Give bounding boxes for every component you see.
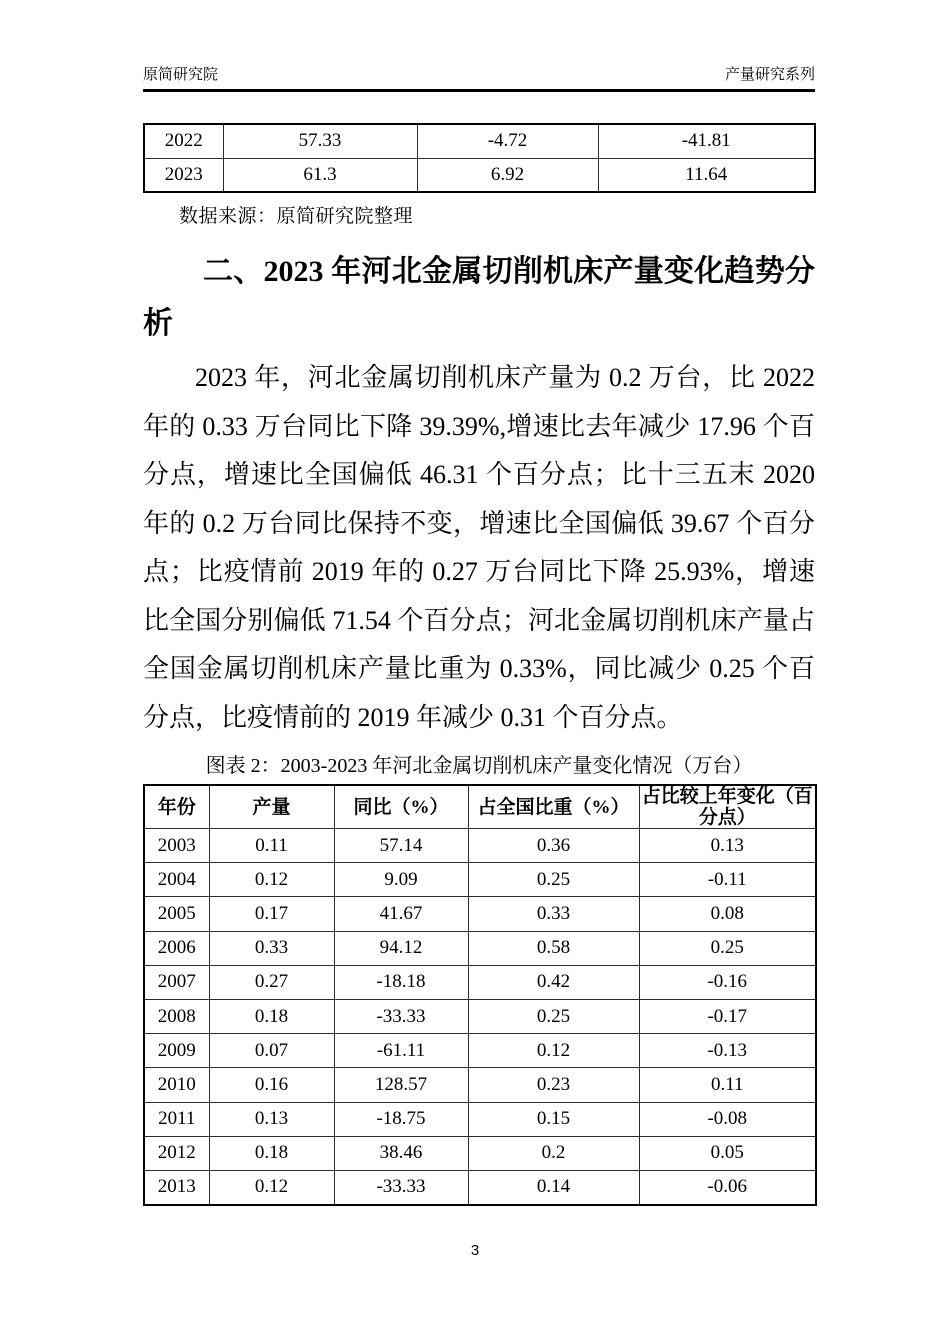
table-cell: 38.46	[334, 1136, 468, 1170]
table-cell: -4.72	[417, 124, 598, 158]
table-cell: 0.23	[468, 1068, 639, 1102]
table-cell: 0.11	[209, 829, 334, 863]
table-cell: 9.09	[334, 863, 468, 897]
table-cell: -0.11	[639, 863, 816, 897]
table-cell: 0.05	[639, 1136, 816, 1170]
production-table-container	[143, 784, 815, 1206]
table-cell: 0.18	[209, 1136, 334, 1170]
table-cell: 0.14	[468, 1170, 639, 1204]
table-cell: 57.33	[223, 124, 417, 158]
table-cell: 41.67	[334, 897, 468, 931]
table-cell: 0.25	[639, 931, 816, 965]
table-cell: 2010	[144, 1068, 209, 1102]
table-cell: -33.33	[334, 1170, 468, 1204]
section-heading: 二、2023 年河北金属切削机床产量变化趋势分析	[143, 255, 815, 340]
table-row	[144, 158, 815, 192]
table-cell: 2005	[144, 897, 209, 931]
header-cell: 同比（%）	[334, 785, 468, 829]
body-paragraph: 2023 年，河北金属切削机床产量为 0.2 万台，比 2022 年的 0.33 万台同比下降 39.39%,增速比去年减少 17.96 个百分点，增速比全国偏低 46.31 个百分点；比十三五末 2020 年的 0.2 万台同比保持不变，增速比全国偏低 39.67 个百分点；比疫情前 2019 年的 0.27 万台同比下降 25.93%，增速比全国分别偏低 71.54 个百分点；河北金属切削机床产量占全国金属切削机床产量比重为 0.33%，同比减少 0.25 个百分点，比疫情前的 2019 年减少 0.31 个百分点。	[143, 363, 815, 732]
table-cell: 0.33	[209, 931, 334, 965]
table-row	[144, 1170, 816, 1204]
table-row	[144, 1102, 816, 1136]
table-header-row	[144, 785, 816, 829]
table-cell: -0.17	[639, 999, 816, 1033]
table-row	[144, 829, 816, 863]
table-row	[144, 1068, 816, 1102]
figure-caption: 图表 2：2003-2023 年河北金属切削机床产量变化情况（万台）	[205, 755, 753, 777]
table-cell: 0.36	[468, 829, 639, 863]
table-cell: 0.25	[468, 999, 639, 1033]
table-cell: 6.92	[417, 158, 598, 192]
data-source-note: 数据来源：原简研究院整理	[179, 206, 414, 227]
table-cell: 0.25	[468, 863, 639, 897]
carryover-table	[143, 123, 816, 193]
table-cell: 0.12	[209, 863, 334, 897]
table-cell: 0.13	[639, 829, 816, 863]
table-cell: -0.13	[639, 1034, 816, 1068]
header-cell: 占比较上年变化（百分点）	[639, 785, 816, 829]
table-cell: 0.08	[639, 897, 816, 931]
table-cell: 2013	[144, 1170, 209, 1204]
table-cell: 0.42	[468, 965, 639, 999]
table-row	[144, 931, 816, 965]
table-cell: 57.14	[334, 829, 468, 863]
table-cell: -18.75	[334, 1102, 468, 1136]
table-cell: 2004	[144, 863, 209, 897]
table-row	[144, 965, 816, 999]
table-cell: 2009	[144, 1034, 209, 1068]
production-table	[143, 784, 817, 1206]
table-cell: -61.11	[334, 1034, 468, 1068]
table-cell: 0.07	[209, 1034, 334, 1068]
page-footer	[0, 1242, 950, 1259]
page-header	[143, 63, 815, 92]
table-cell: 0.18	[209, 999, 334, 1033]
table-cell: 2012	[144, 1136, 209, 1170]
carryover-table-container	[143, 123, 815, 193]
table-cell: 2023	[144, 158, 223, 192]
table-cell: 2003	[144, 829, 209, 863]
table-cell: 61.3	[223, 158, 417, 192]
table-cell: 0.11	[639, 1068, 816, 1102]
table-cell: 0.17	[209, 897, 334, 931]
table-cell: -18.18	[334, 965, 468, 999]
table-cell: 0.13	[209, 1102, 334, 1136]
table-row	[144, 124, 815, 158]
table-row	[144, 999, 816, 1033]
table-cell: 0.58	[468, 931, 639, 965]
table-cell: 2008	[144, 999, 209, 1033]
table-cell: 94.12	[334, 931, 468, 965]
table-cell: -0.08	[639, 1102, 816, 1136]
header-right-title: 产量研究系列	[724, 67, 815, 83]
table-cell: -33.33	[334, 999, 468, 1033]
header-cell: 年份	[144, 785, 209, 829]
table-cell: -0.16	[639, 965, 816, 999]
table-row	[144, 863, 816, 897]
table-cell: 2007	[144, 965, 209, 999]
table-cell: 0.12	[209, 1170, 334, 1204]
header-cell: 占全国比重（%）	[468, 785, 639, 829]
table-cell: -0.06	[639, 1170, 816, 1204]
table-cell: 0.12	[468, 1034, 639, 1068]
header-cell: 产量	[209, 785, 334, 829]
table-cell: 2022	[144, 124, 223, 158]
table-cell: 128.57	[334, 1068, 468, 1102]
table-row	[144, 1034, 816, 1068]
table-cell: 0.16	[209, 1068, 334, 1102]
table-cell: 0.15	[468, 1102, 639, 1136]
header-left-title: 原简研究院	[143, 67, 219, 83]
table-row	[144, 1136, 816, 1170]
table-cell: 2006	[144, 931, 209, 965]
table-cell: 0.33	[468, 897, 639, 931]
table-cell: -41.81	[598, 124, 815, 158]
table-cell: 0.2	[468, 1136, 639, 1170]
table-cell: 0.27	[209, 965, 334, 999]
page-number: 3	[470, 1242, 480, 1259]
table-cell: 2011	[144, 1102, 209, 1136]
table-cell: 11.64	[598, 158, 815, 192]
table-row	[144, 897, 816, 931]
